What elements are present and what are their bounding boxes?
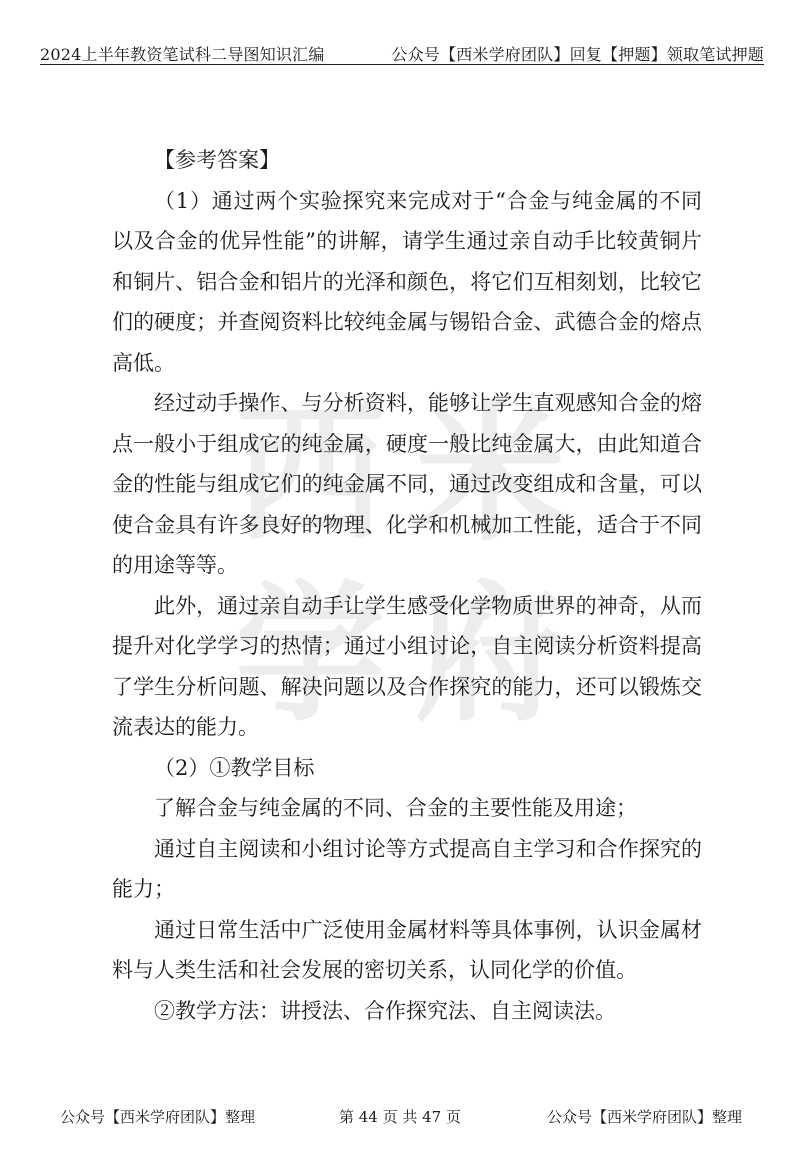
page-footer [0,1106,800,1136]
watermark-char: 学 [234,568,385,742]
paragraph-3: 此外，通过亲自动手让学生感受化学物质世界的神奇，从而提升对化学学习的热情；通过小组讨论，自主阅读分析资料提高了学生分析问题、解决问题以及合作探究的能力，还可以锻炼交流表达的能力。 [112,593,702,739]
header-promo: 公众号【西米学府团队】回复【押题】领取笔试押题 [391,45,764,64]
header-divider [40,64,764,65]
paragraph-1: （1）通过两个实验探究来完成对于“合金与纯金属的不同以及合金的优异性能”的讲解，请学生通过亲自动手比较黄铜片和铜片、铝合金和铝片的光泽和颜色，将它们互相刻划，比较它们的硬度；并查阅资料比较纯金属与锡铅合金、武德合金的熔点高低。 [112,188,702,375]
watermark-char: 府 [414,568,565,742]
paragraph-4: （2）①教学目标 [154,755,315,780]
page-number: 第 44 页 共 47 页 [338,1108,461,1126]
paragraph-6: 通过自主阅读和小组讨论等方式提高自主学习和合作探究的能力； [112,836,702,901]
watermark-char: 米 [414,388,565,562]
paragraph-7: 通过日常生活中广泛使用金属材料等具体事例，认识金属材料与人类生活和社会发展的密切关系，认同化学的价值。 [112,917,702,982]
page-header [0,0,800,66]
paragraph-5: 了解合金与纯金属的不同、合金的主要性能及用途； [154,796,637,820]
paragraph-2: 经过动手操作、与分析资料，能够让学生直观感知合金的熔点一般小于组成它的纯金属，硬度一般比纯金属大，由此知道合金的性能与组成它们的纯金属不同，通过改变组成和含量，可以使合金具有许多良好的物理、化学和机械加工性能，适合于不同的用途等等。 [112,391,702,577]
footer-right-note: 公众号【西米学府团队】整理 [546,1108,742,1126]
paragraph-8: ②教学方法：讲授法、合作探究法、自主阅读法。 [154,998,616,1023]
watermark-char: 西 [234,388,385,562]
header-title: 2024上半年教资笔试科二导图知识汇编 [40,45,325,64]
section-heading: 【参考答案】 [154,148,280,172]
footer-left-note: 公众号【西米学府团队】整理 [60,1108,256,1126]
answer-body [112,140,702,1031]
